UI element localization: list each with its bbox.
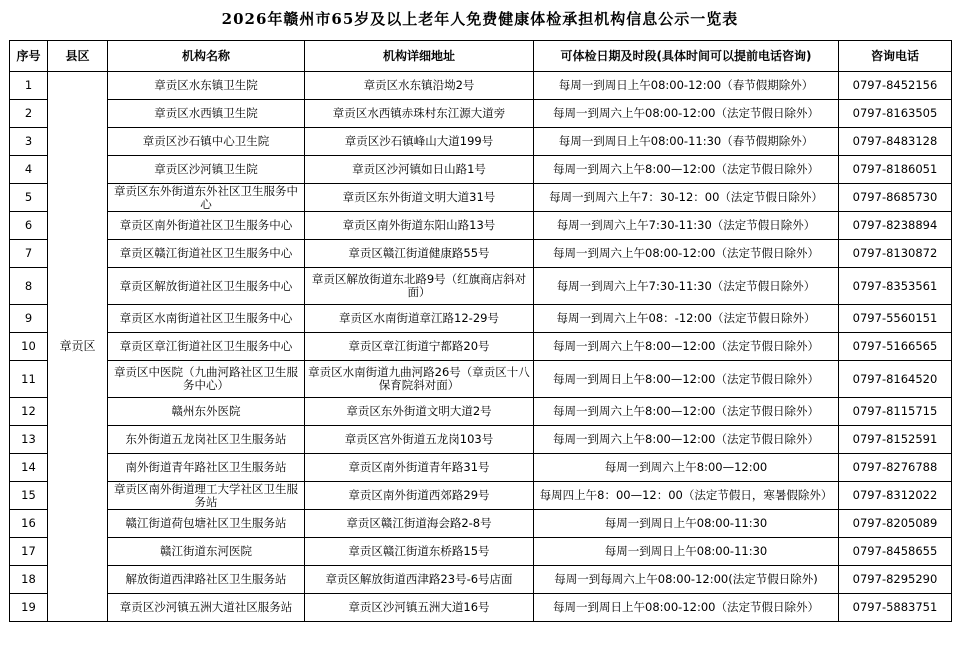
table-row [10,594,952,622]
page-title: 2026年赣州市65岁及以上老年人免费健康体检承担机构信息公示一览表 [221,10,739,28]
row-address: 章贡区章江街道宁都路20号 [305,333,534,361]
row-address: 章贡区沙河镇五洲大道16号 [305,594,534,622]
row-name: 东外街道五龙岗社区卫生服务站 [108,426,305,454]
row-index: 18 [10,566,48,594]
table-row [10,305,952,333]
table-row [10,454,952,482]
row-name: 章贡区赣江街道社区卫生服务中心 [108,240,305,268]
table-row [10,566,952,594]
row-index: 7 [10,240,48,268]
row-schedule: 每周一到周六上午7:30-11:30（法定节假日除外） [534,268,839,305]
table-row [10,156,952,184]
table-row [10,510,952,538]
row-phone: 0797-8483128 [839,128,952,156]
row-name: 南外街道青年路社区卫生服务站 [108,454,305,482]
row-phone: 0797-8458655 [839,538,952,566]
row-index: 19 [10,594,48,622]
row-index: 8 [10,268,48,305]
row-address: 章贡区解放街道西津路23号-6号店面 [305,566,534,594]
row-address: 章贡区沙河镇如日山路1号 [305,156,534,184]
row-name: 章贡区沙河镇卫生院 [108,156,305,184]
table-row [10,72,952,100]
row-phone: 0797-8164520 [839,361,952,398]
row-index: 1 [10,72,48,100]
row-name: 章贡区解放街道社区卫生服务中心 [108,268,305,305]
row-name: 章贡区章江街道社区卫生服务中心 [108,333,305,361]
header-county: 县区 [48,41,108,72]
table-row [10,128,952,156]
row-phone: 0797-8353561 [839,268,952,305]
row-phone: 0797-8205089 [839,510,952,538]
row-schedule: 每周一到周六上午8:00—12:00（法定节假日除外） [534,156,839,184]
row-index: 17 [10,538,48,566]
row-index: 6 [10,212,48,240]
row-address: 章贡区宫外街道五龙岗103号 [305,426,534,454]
row-index: 16 [10,510,48,538]
header-phone: 咨询电话 [839,41,952,72]
row-schedule: 每周一到周日上午08:00-11:30 [534,538,839,566]
row-phone: 0797-8186051 [839,156,952,184]
row-address: 章贡区东外街道文明大道2号 [305,398,534,426]
row-phone: 0797-8685730 [839,184,952,212]
row-schedule: 每周一到周日上午08:00-11:30 [534,510,839,538]
row-index: 3 [10,128,48,156]
row-address: 章贡区水西镇赤珠村东江源大道旁 [305,100,534,128]
row-name: 章贡区南外街道社区卫生服务中心 [108,212,305,240]
row-name: 赣江街道荷包塘社区卫生服务站 [108,510,305,538]
row-index: 13 [10,426,48,454]
row-phone: 0797-8115715 [839,398,952,426]
row-index: 10 [10,333,48,361]
row-index: 11 [10,361,48,398]
header-address: 机构详细地址 [305,41,534,72]
row-name: 章贡区水东镇卫生院 [108,72,305,100]
row-name: 赣江街道东河医院 [108,538,305,566]
row-index: 15 [10,482,48,510]
row-index: 9 [10,305,48,333]
row-name: 章贡区中医院（九曲河路社区卫生服务中心） [108,361,305,398]
table-row [10,184,952,212]
row-name: 章贡区水西镇卫生院 [108,100,305,128]
row-schedule: 每周一到周六上午08:00-12:00（法定节假日除外） [534,100,839,128]
table-row [10,538,952,566]
row-schedule: 每周一到周六上午8:00—12:00 [534,454,839,482]
row-schedule: 每周一到每周六上午08:00-12:00(法定节假日除外) [534,566,839,594]
row-index: 14 [10,454,48,482]
row-schedule: 每周一到周日上午08:00-12:00（法定节假日除外） [534,594,839,622]
row-address: 章贡区南外街道东阳山路13号 [305,212,534,240]
row-phone: 0797-8295290 [839,566,952,594]
row-name: 赣州东外医院 [108,398,305,426]
row-address: 章贡区解放街道东北路9号（红旗商店斜对面） [305,268,534,305]
row-phone: 0797-8163505 [839,100,952,128]
table-row [10,240,952,268]
table-row [10,212,952,240]
table-header-row [10,41,952,72]
county-cell: 章贡区 [48,72,108,622]
row-phone: 0797-8152591 [839,426,952,454]
row-schedule: 每周一到周六上午08:00-12:00（法定节假日除外） [534,240,839,268]
row-schedule: 每周一到周六上午8:00—12:00（法定节假日除外） [534,426,839,454]
table-row [10,361,952,398]
row-name: 章贡区南外街道理工大学社区卫生服务站 [108,482,305,510]
row-address: 章贡区水东镇沿坳2号 [305,72,534,100]
row-address: 章贡区东外街道文明大道31号 [305,184,534,212]
row-name: 章贡区水南街道社区卫生服务中心 [108,305,305,333]
row-schedule: 每周一到周日上午08:00-12:00（春节假期除外） [534,72,839,100]
row-schedule: 每周一到周六上午7：30-12：00（法定节假日除外） [534,184,839,212]
row-address: 章贡区赣江街道海会路2-8号 [305,510,534,538]
row-address: 章贡区水南街道章江路12-29号 [305,305,534,333]
row-index: 4 [10,156,48,184]
row-phone: 0797-5560151 [839,305,952,333]
row-schedule: 每周一到周日上午08:00-11:30（春节假期除外） [534,128,839,156]
row-schedule: 每周一到周六上午8:00—12:00（法定节假日除外） [534,333,839,361]
row-name: 章贡区东外街道东外社区卫生服务中心 [108,184,305,212]
row-name: 章贡区沙河镇五洲大道社区服务站 [108,594,305,622]
table-row [10,426,952,454]
table-row [10,268,952,305]
row-schedule: 每周一到周六上午8:00—12:00（法定节假日除外） [534,398,839,426]
row-address: 章贡区水南街道九曲河路26号（章贡区十八保育院斜对面） [305,361,534,398]
row-index: 2 [10,100,48,128]
row-address: 章贡区南外街道青年路31号 [305,454,534,482]
institution-table [9,40,952,622]
row-phone: 0797-8312022 [839,482,952,510]
header-name: 机构名称 [108,41,305,72]
row-address: 章贡区赣江街道健康路55号 [305,240,534,268]
row-address: 章贡区沙石镇峰山大道199号 [305,128,534,156]
row-index: 12 [10,398,48,426]
row-schedule: 每周四上午8：00—12：00（法定节假日，寒暑假除外） [534,482,839,510]
table-row [10,482,952,510]
row-phone: 0797-5883751 [839,594,952,622]
row-index: 5 [10,184,48,212]
row-address: 章贡区赣江街道东桥路15号 [305,538,534,566]
table-row [10,100,952,128]
row-name: 章贡区沙石镇中心卫生院 [108,128,305,156]
table-row [10,333,952,361]
header-index: 序号 [10,41,48,72]
row-phone: 0797-8130872 [839,240,952,268]
row-phone: 0797-8238894 [839,212,952,240]
row-schedule: 每周一到周六上午7:30-11:30（法定节假日除外） [534,212,839,240]
row-phone: 0797-8452156 [839,72,952,100]
row-address: 章贡区南外街道西郊路29号 [305,482,534,510]
row-phone: 0797-5166565 [839,333,952,361]
row-schedule: 每周一到周六上午08：-12:00（法定节假日除外） [534,305,839,333]
table-row [10,398,952,426]
row-phone: 0797-8276788 [839,454,952,482]
row-schedule: 每周一到周日上午8:00—12:00（法定节假日除外） [534,361,839,398]
row-name: 解放街道西津路社区卫生服务站 [108,566,305,594]
header-schedule: 可体检日期及时段(具体时间可以提前电话咨询) [534,41,839,72]
